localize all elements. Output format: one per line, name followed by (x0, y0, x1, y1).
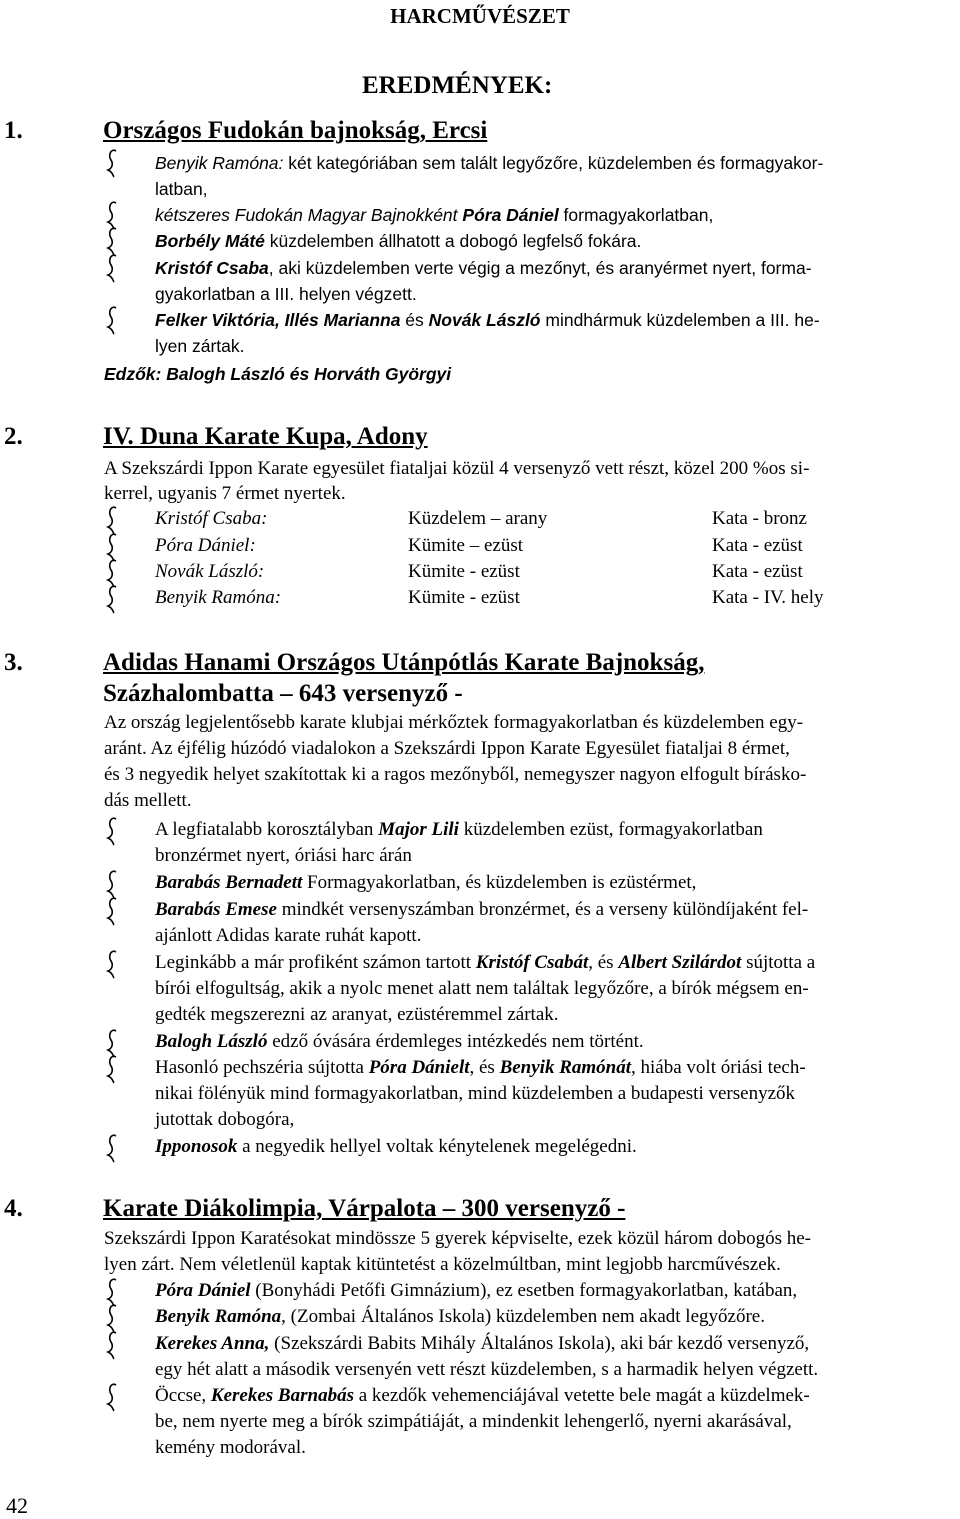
bullet-icon (104, 1054, 118, 1084)
section-2-title: IV. Duna Karate Kupa, Adony (103, 423, 428, 450)
bullet-icon (104, 305, 118, 335)
s3-bullet-1: A legfiatalabb korosztályban Major Lili küzdelemben ezüst, formagyakorlatban (155, 819, 763, 840)
bullet-icon (104, 505, 118, 535)
s1-bullet-4: Kristóf Csaba, aki küzdelemben verte végig a mezőnyt, és aranyérmet nyert, forma- (155, 258, 812, 278)
bullet-icon (104, 226, 118, 256)
section-2-number: 2. (4, 423, 23, 450)
s1-bullet-2: kétszeres Fudokán Magyar Bajnokként Póra Dániel formagyakorlatban, (155, 205, 714, 225)
s3-bullet-4-cont: bírói elfogultság, akik a nyolc menet alatt nem találtak legyőzőre, a bírók mégsem en- (155, 978, 809, 999)
bullet-icon (104, 869, 118, 899)
s2-intro-2: kerrel, ugyanis 7 érmet nyertek. (104, 483, 346, 504)
s4-bullet-3: Kerekes Anna, (Szekszárdi Babits Mihály Általános Iskola), aki bár kezdő versenyző, (155, 1333, 810, 1354)
section-1-number: 1. (4, 117, 23, 144)
s3-bullet-6: Hasonló pechszéria sújtotta Póra Dánielt, és Benyik Ramónát, hiába volt óriási tech- (155, 1057, 806, 1078)
s3-bullet-4: Leginkább a már profiként számon tartott Kristóf Csabát, és Albert Szilárdot sújtotta a (155, 952, 816, 973)
kata-result: Kata - ezüst (712, 535, 803, 556)
s2-intro-1: A Szekszárdi Ippon Karate egyesület fiataljai közül 4 versenyző vett részt, közel 200 %os si- (104, 458, 810, 479)
s1-bullet-5: Felker Viktória, Illés Marianna és Novák László mindhármuk küzdelemben a III. he- (155, 310, 820, 330)
s3-para-line: és 3 negyedik helyet szakítottak ki a ragos mezőnyből, nemegyszer nagyon elfogult bírásko- (104, 764, 807, 785)
s3-bullet-4-cont: gedték megszerezni az aranyat, ezüstéremmel zártak. (155, 1004, 559, 1025)
s1-bullet-5-cont: lyen zártak. (155, 336, 245, 356)
s4-bullet-3-cont: egy hét alatt a második versenyén vett részt küzdelemben, s a harmadik helyen végzett. (155, 1359, 819, 1380)
kumite-result: Kümite - ezüst (408, 561, 520, 582)
kumite-result: Kümite - ezüst (408, 587, 520, 608)
bullet-icon (104, 253, 118, 283)
bullet-icon (104, 949, 118, 979)
section-3-title: Adidas Hanami Országos Utánpótlás Karate Bajnokság, (103, 649, 705, 676)
s3-para-line: dás mellett. (104, 790, 192, 811)
bullet-icon (104, 148, 118, 178)
s1-coaches: Edzők: Balogh László és Horváth Györgyi (104, 364, 452, 384)
s3-bullet-2: Barabás Bernadett Formagyakorlatban, és küzdelemben is ezüstérmet, (155, 872, 697, 893)
s4-para-line: Szekszárdi Ippon Karatésokat mindössze 5 gyerek képviselte, ezek közül három dobogós he- (104, 1228, 811, 1249)
s3-bullet-7: Ipponosok a negyedik hellyel voltak kénytelenek megelégedni. (155, 1136, 637, 1157)
bullet-icon (104, 816, 118, 846)
bullet-icon (104, 1382, 118, 1412)
s4-bullet-4-cont: kemény modorával. (155, 1437, 306, 1458)
s3-bullet-1-cont: bronzérmet nyert, óriási harc árán (155, 845, 412, 866)
page-number: 42 (6, 1493, 28, 1518)
s1-bullet-3: Borbély Máté küzdelemben állhatott a dobogó legfelső fokára. (155, 231, 642, 251)
s3-bullet-6-cont: jutottak dobogóra, (155, 1109, 295, 1130)
s1-bullet-4-cont: gyakorlatban a III. helyen végzett. (155, 284, 417, 304)
s3-bullet-5: Balogh László edző óvására érdemleges intézkedés nem történt. (155, 1031, 644, 1052)
s4-bullet-4: Öccse, Kerekes Barnabás a kezdők vehemenciájával vetette bele magát a küzdelmek- (155, 1385, 810, 1406)
section-1-title: Országos Fudokán bajnokság, Ercsi (103, 117, 488, 144)
s1-bullet-1-cont: latban, (155, 179, 208, 199)
competitor-name: Novák László: (155, 561, 265, 582)
section-4-number: 4. (4, 1195, 23, 1222)
s4-para-line: lyen zárt. Nem véletlenül kaptak kitüntetést a közelmúltban, mint legjobb harcművészek. (104, 1254, 781, 1275)
bullet-icon (104, 896, 118, 926)
s4-bullet-4-cont: be, nem nyerte meg a bírók szimpátiáját, a mindenkit lehengerlő, nyerni akarásával, (155, 1411, 792, 1432)
kumite-result: Küzdelem – arany (408, 508, 548, 529)
s3-bullet-3-cont: ajánlott Adidas karate ruhát kapott. (155, 925, 422, 946)
kata-result: Kata - bronz (712, 508, 807, 529)
kata-result: Kata - ezüst (712, 561, 803, 582)
kata-result: Kata - IV. hely (712, 587, 824, 608)
section-3-subtitle: Százhalombatta – 643 versenyző - (103, 680, 463, 707)
section-4-title: Karate Diákolimpia, Várpalota – 300 versenyző - (103, 1195, 626, 1222)
bullet-icon (104, 1330, 118, 1360)
s3-bullet-6-cont: nikai fölényük mind formagyakorlatban, mind küzdelemben a budapesti versenyzők (155, 1083, 796, 1104)
competitor-name: Póra Dániel: (155, 535, 256, 556)
competitor-name: Kristóf Csaba: (155, 508, 268, 529)
competitor-name: Benyik Ramóna: (155, 587, 282, 608)
results-title: EREDMÉNYEK: (362, 72, 553, 99)
s4-bullet-1: Póra Dániel (Bonyhádi Petőfi Gimnázium), ez esetben formagyakorlatban, katában, (155, 1280, 798, 1301)
bullet-icon (104, 584, 118, 614)
s1-bullet-1: Benyik Ramóna: két kategóriában sem talált legyőzőre, küzdelemben és formagyakor- (155, 153, 824, 173)
s3-bullet-3: Barabás Emese mindkét versenyszámban bronzérmet, és a verseny különdíjaként fel- (155, 899, 809, 920)
s3-para-line: aránt. Az éjfélig húzódó viadalokon a Szekszárdi Ippon Karate Egyesület fiataljai 8 érmet, (104, 738, 790, 759)
kumite-result: Kümite – ezüst (408, 535, 524, 556)
bullet-icon (104, 1303, 118, 1333)
s4-bullet-2: Benyik Ramóna, (Zombai Általános Iskola) küzdelemben nem akadt legyőzőre. (155, 1306, 765, 1327)
page-header: HARCMŰVÉSZET (390, 4, 570, 28)
s3-para-line: Az ország legjelentősebb karate klubjai mérkőztek formagyakorlatban és küzdelemben egy- (104, 712, 804, 733)
section-3-number: 3. (4, 649, 23, 676)
bullet-icon (104, 1133, 118, 1163)
